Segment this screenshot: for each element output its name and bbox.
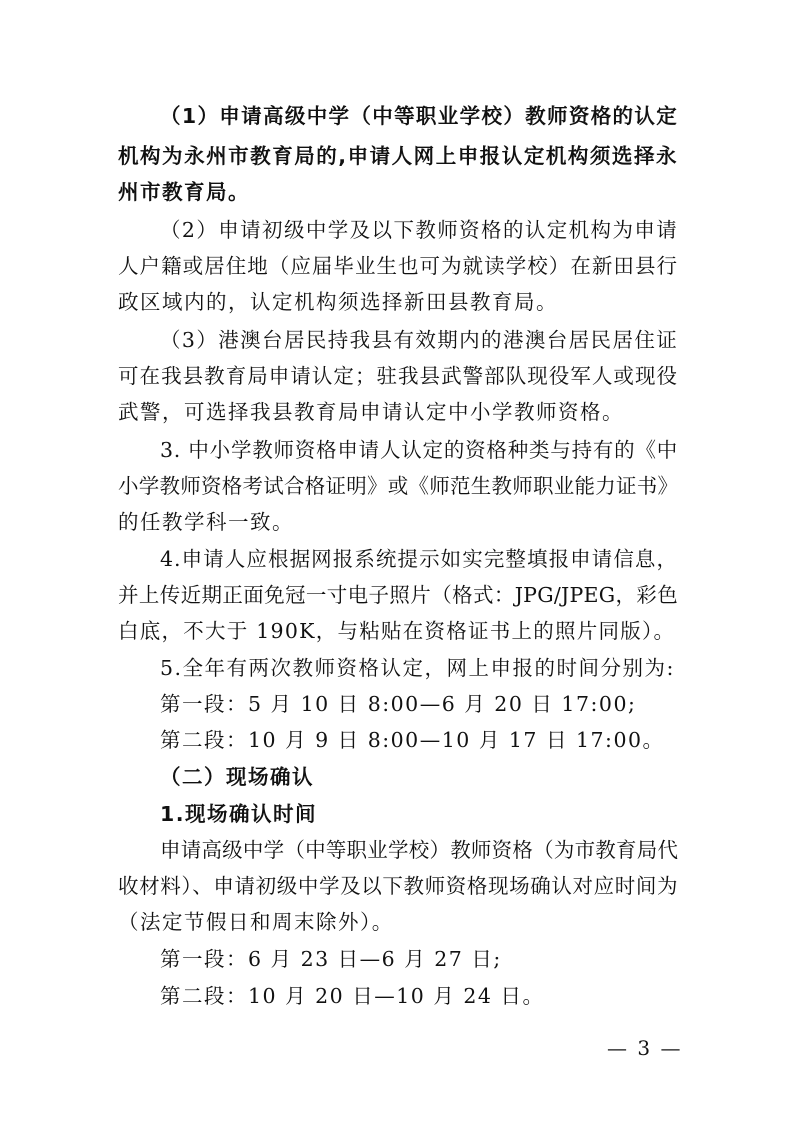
- paragraph-line: （1）申请高级中学（中等职业学校）教师资格的认定: [160, 104, 678, 128]
- paragraph-line: 机构为永州市教育局的,申请人网上申报认定机构须选择永: [118, 144, 678, 168]
- paragraph-line: 小学教师资格考试合格证明》或《师范生教师职业能力证书》: [118, 474, 679, 498]
- paragraph-line: （法定节假日和周末除外）。: [118, 910, 394, 934]
- paragraph-line: （2）申请初级中学及以下教师资格的认定机构为申请: [160, 218, 678, 242]
- paragraph-line: 的任教学科一致。: [118, 510, 294, 534]
- paragraph-line: 第二段：10 月 9 日 8:00—10 月 17 日 17:00。: [160, 728, 665, 752]
- paragraph-line: （3）港澳台居民持我县有效期内的港澳台居民居住证: [160, 328, 678, 352]
- paragraph-line: 收材料）、申请初级中学及以下教师资格现场确认对应时间为: [118, 874, 678, 898]
- paragraph-line: 3. 中小学教师资格申请人认定的资格种类与持有的《中: [160, 438, 678, 462]
- paragraph-line: 可在我县教育局申请认定；驻我县武警部队现役军人或现役: [118, 364, 678, 388]
- paragraph-line: 5.全年有两次教师资格认定，网上申报的时间分别为:: [160, 656, 675, 680]
- paragraph-line: 人户籍或居住地（应届毕业生也可为就读学校）在新田县行: [118, 254, 678, 278]
- paragraph-line: 第一段：5 月 10 日 8:00—6 月 20 日 17:00;: [160, 692, 637, 716]
- subsection-heading: 1.现场确认时间: [160, 802, 318, 826]
- paragraph-line: 州市教育局。: [118, 180, 250, 204]
- paragraph-line: 政区域内的，认定机构须选择新田县教育局。: [118, 290, 558, 314]
- paragraph-line: 白底，不大于 190K，与粘贴在资格证书上的照片同版）。: [118, 619, 676, 643]
- section-heading: （二）现场确认: [160, 765, 314, 789]
- paragraph-line: 并上传近期正面免冠一寸电子照片（格式：JPG/JPEG，彩色: [118, 583, 678, 607]
- paragraph-line: 第一段：6 月 23 日—6 月 27 日;: [160, 947, 502, 971]
- paragraph-line: 4.申请人应根据网报系统提示如实完整填报申请信息，: [160, 547, 678, 571]
- page-number: — 3 —: [607, 1036, 683, 1060]
- paragraph-line: 武警，可选择我县教育局申请认定中小学教师资格。: [118, 400, 624, 424]
- paragraph-line: 申请高级中学（中等职业学校）教师资格（为市教育局代: [160, 838, 678, 862]
- paragraph-line: 第二段：10 月 20 日—10 月 24 日。: [160, 984, 545, 1008]
